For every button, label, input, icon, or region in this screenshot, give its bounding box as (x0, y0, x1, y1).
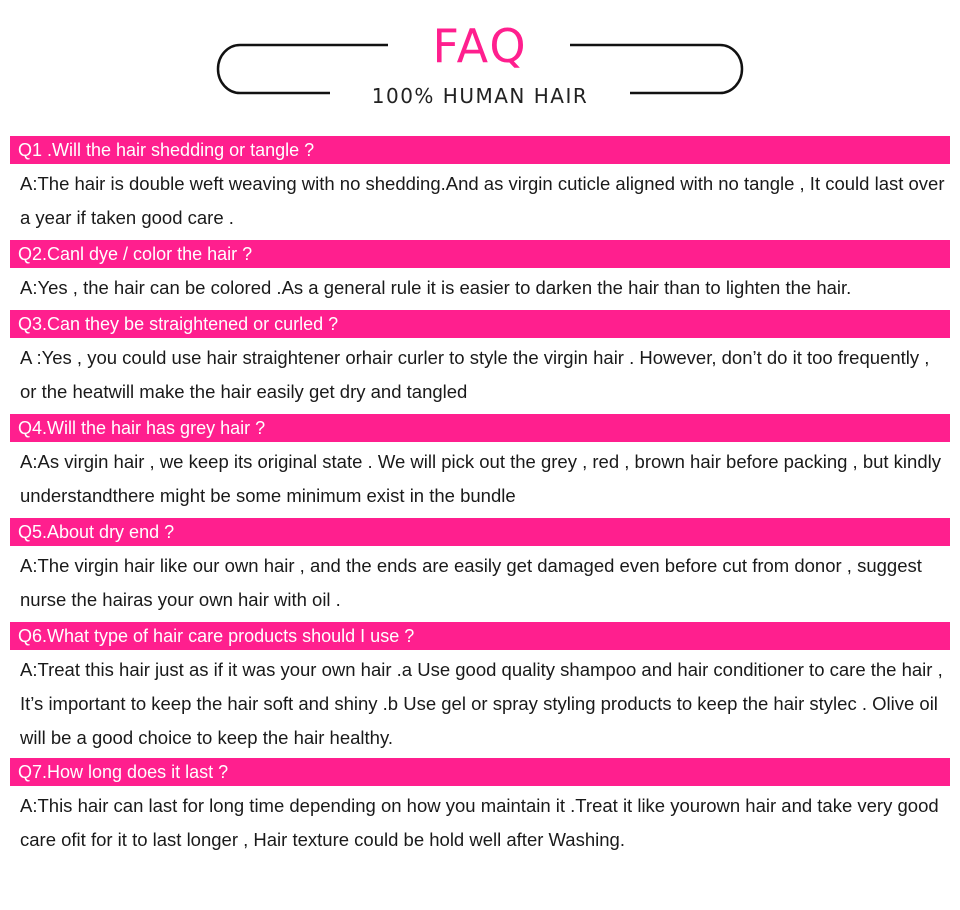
answer-text: A:Yes , the hair can be colored .As a general rule it is easier to darken the hair than to lighten the hair. (20, 277, 852, 298)
question-bar: Q6.What type of hair care products should I use ? (10, 622, 950, 650)
page-title: FAQ (432, 19, 528, 73)
faq-header (0, 0, 960, 130)
answer-text: A:As virgin hair , we keep its original state . We will pick out the grey , red , brown hair before packing , but kindly understandthere might be some minimum exist in the bundle (20, 451, 941, 506)
faq-item-6 (10, 622, 950, 758)
question-bar: Q4.Will the hair has grey hair ? (10, 414, 950, 442)
question-bar: Q1 .Will the hair shedding or tangle ? (10, 136, 950, 164)
question-bar: Q2.Canl dye / color the hair ? (10, 240, 950, 268)
faq-item-7 (10, 758, 950, 862)
answer-text: A:The virgin hair like our own hair , and the ends are easily get damaged even before cut from donor , suggest nurse the hairas your own hair with oil . (20, 555, 922, 610)
faq-item-1 (10, 136, 950, 240)
answer-text: A:The hair is double weft weaving with no shedding.And as virgin cuticle aligned with no tangle , It could last over a year if taken good care . (20, 173, 945, 228)
page-subtitle: 100% HUMAN HAIR (371, 84, 589, 108)
question-bar: Q5.About dry end ? (10, 518, 950, 546)
faq-item-4 (10, 414, 950, 518)
question-bar: Q3.Can they be straightened or curled ? (10, 310, 950, 338)
faq-item-3 (10, 310, 950, 414)
faq-item-2 (10, 240, 950, 310)
faq-list (10, 136, 950, 862)
answer-text: A:This hair can last for long time depending on how you maintain it .Treat it like yourown hair and take very good care ofit for it to last longer , Hair texture could be hold well after Washing. (20, 795, 939, 850)
answer-text: A:Treat this hair just as if it was your own hair .a Use good quality shampoo and hair conditioner to care the hair , It’s important to keep the hair soft and shiny .b Use gel or spray styling products to keep the hair stylec . Olive oil will be a good choice to keep the hair healthy. (20, 659, 943, 748)
answer-text: A :Yes , you could use hair straightener orhair curler to style the virgin hair . However, don’t do it too frequently , or the heatwill make the hair easily get dry and tangled (20, 347, 930, 402)
faq-item-5 (10, 518, 950, 622)
question-bar: Q7.How long does it last ? (10, 758, 950, 786)
